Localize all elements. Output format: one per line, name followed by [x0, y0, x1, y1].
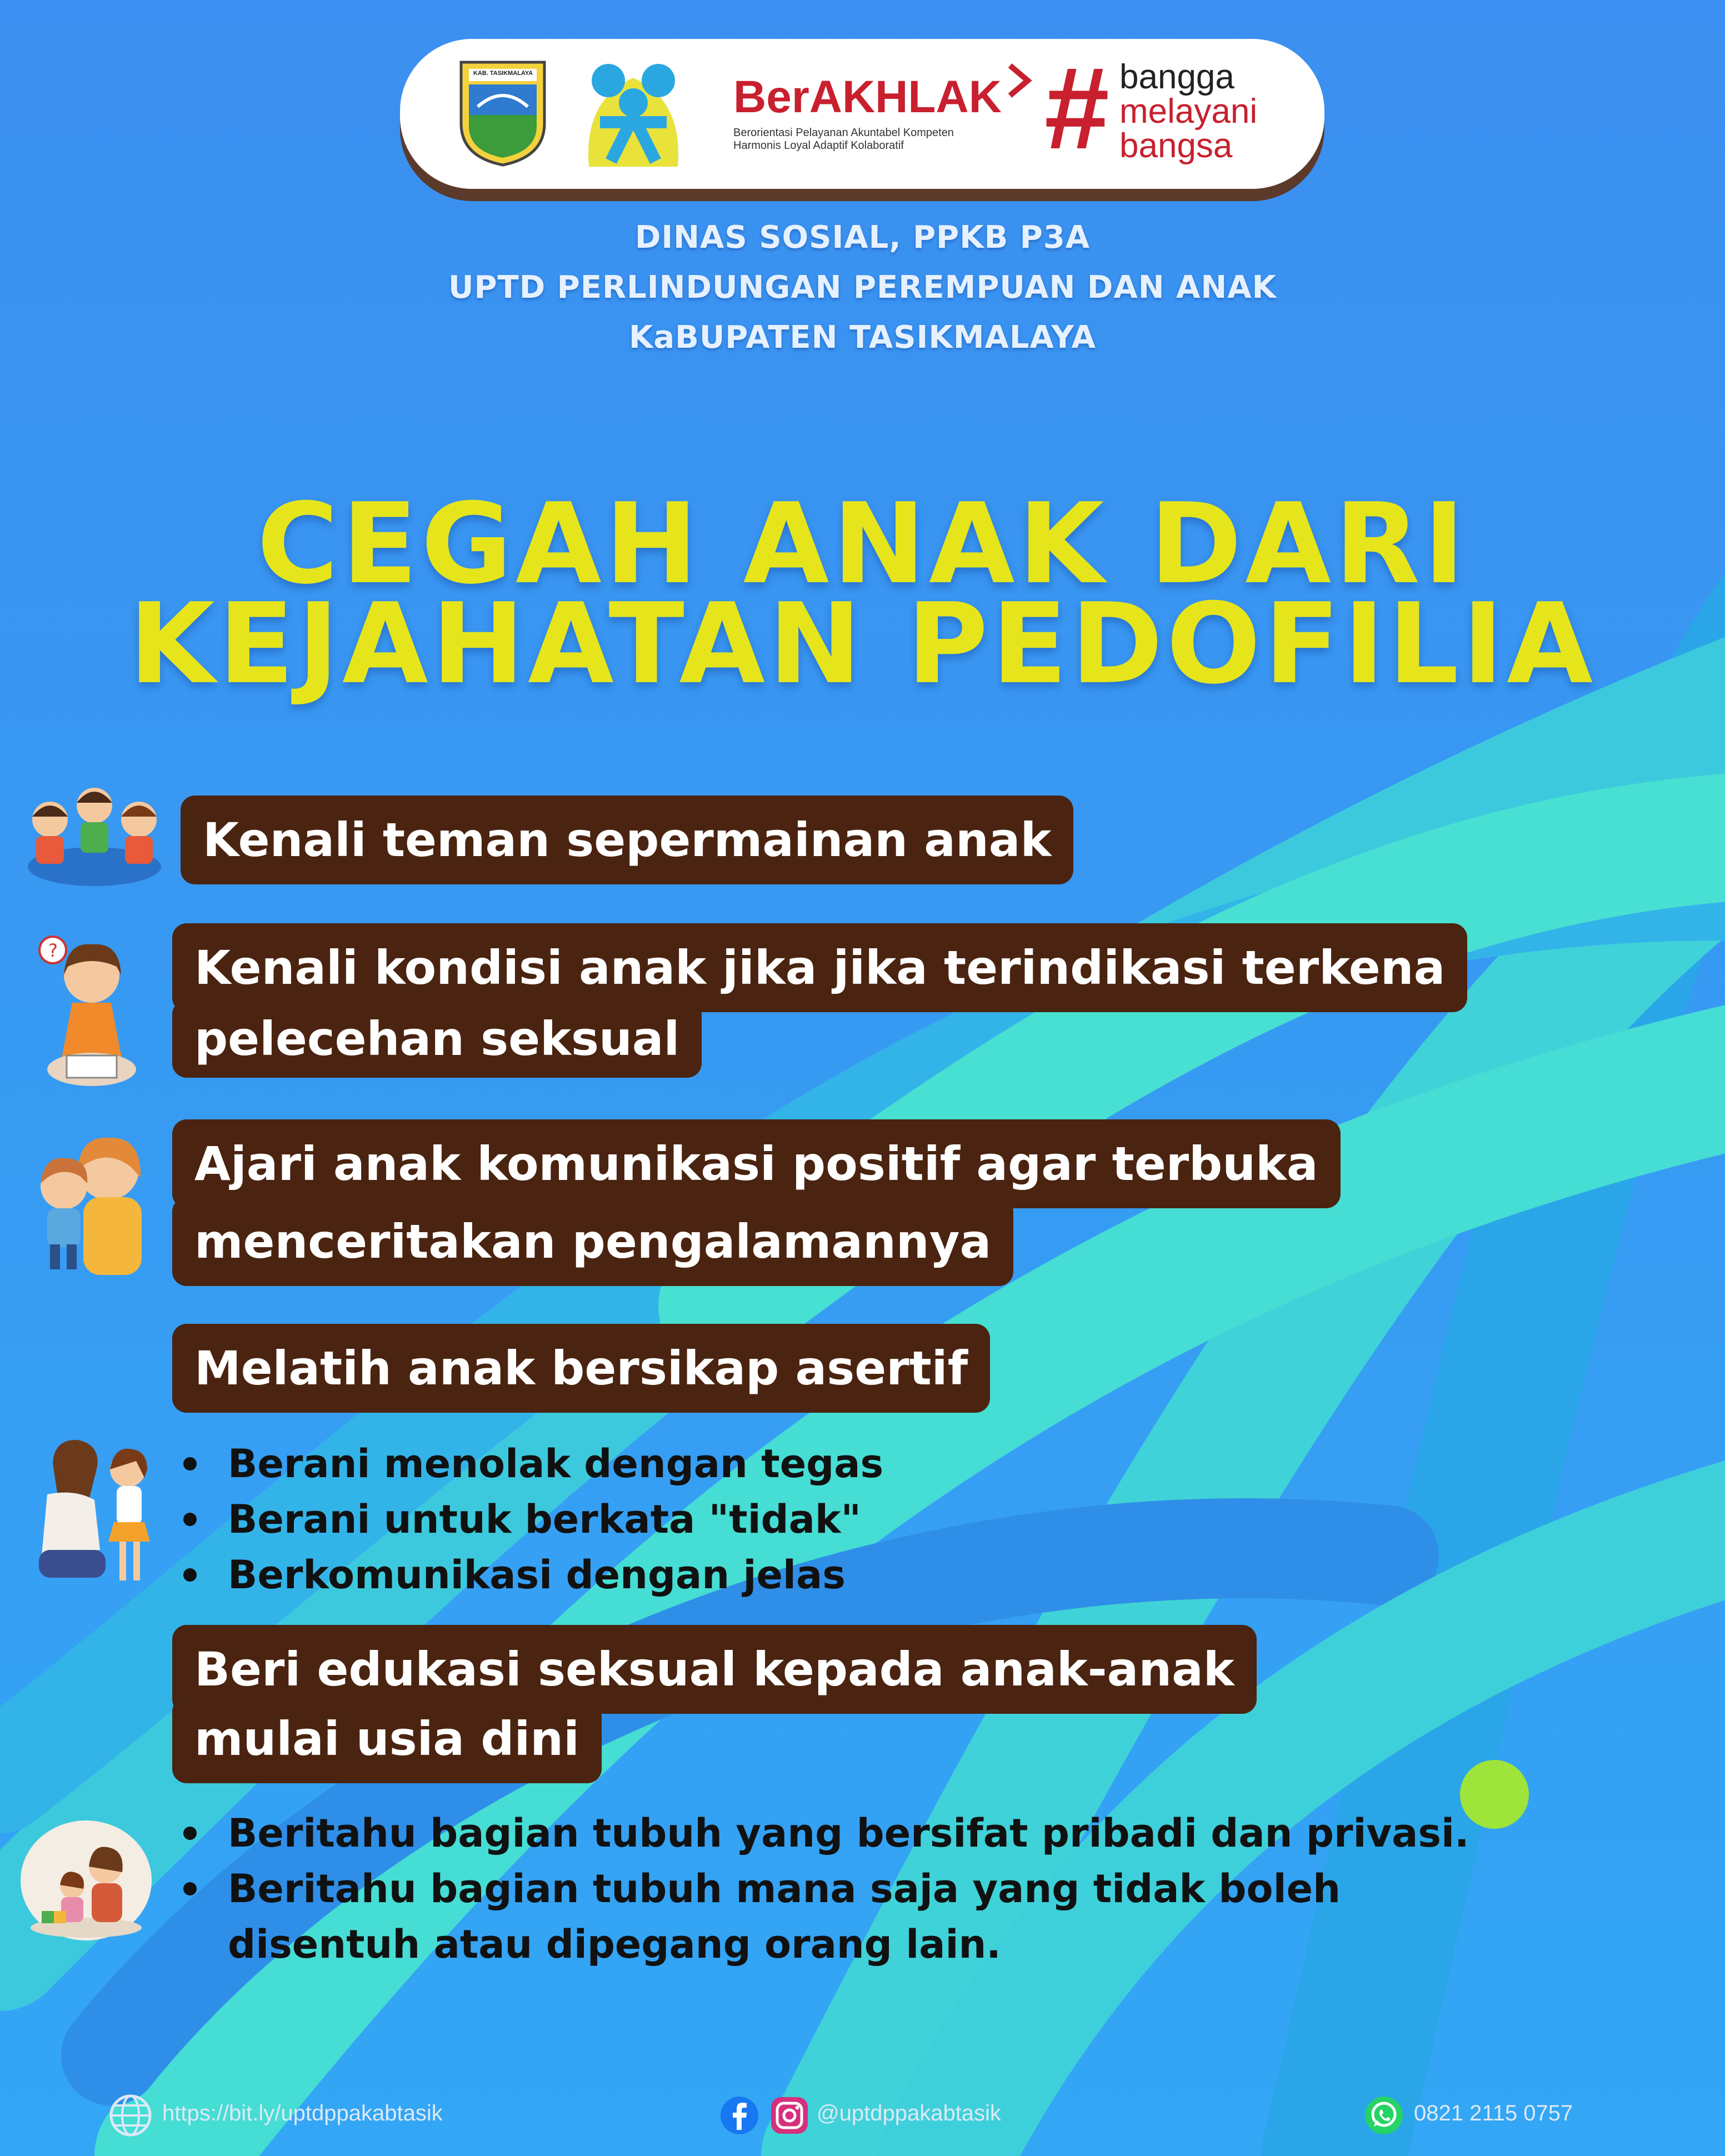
tip-5-bullet: Beritahu bagian tubuh mana saja yang tidak boleh [183, 1861, 1469, 1917]
mother-daughter-illustration [31, 1439, 158, 1586]
bangga-word: bangga [1119, 58, 1234, 96]
tip-5-bullet-list [183, 1805, 1469, 1972]
bangga-melayani-logo [1044, 43, 1300, 173]
tip-3-label-line-1: Ajari anak komunikasi positif agar terbuka [172, 1119, 1341, 1208]
melayani-word: melayani [1119, 92, 1258, 131]
whatsapp-icon[interactable] [1364, 2095, 1404, 2135]
tip-4-label: Melatih anak bersikap asertif [172, 1324, 990, 1413]
regency-crest-icon [456, 57, 550, 168]
berakhlak-line-1: Berorientasi Pelayanan Akuntabel Kompeten [733, 127, 954, 139]
tip-5-bullet: Beritahu bagian tubuh yang bersifat pribadi dan privasi. [183, 1805, 1469, 1861]
bangsa-word: bangsa [1119, 127, 1233, 165]
tip-2-label-line-1: Kenali kondisi anak jika jika terindikasi terkena [172, 923, 1467, 1012]
crest-caption: KAB. TASIKMALAYA [473, 70, 533, 77]
tip-3-label-line-2: menceritakan pengalamannya [172, 1197, 1013, 1286]
phone-number[interactable]: 0821 2115 0757 [1414, 2101, 1573, 2125]
title-line-1: CEGAH ANAK DARI [257, 479, 1468, 609]
tip-4-bullet: Berani menolak dengan tegas [183, 1436, 883, 1492]
facebook-icon[interactable] [719, 2095, 759, 2135]
tip-4-bullet-list [183, 1436, 883, 1603]
hashtag-glyph: # [1044, 43, 1109, 173]
org-line-3: KaBUPATEN TASIKMALAYA [628, 319, 1097, 356]
berakhlak-word: BerAKHLAK [733, 72, 1002, 122]
tip-2-label-line-2: pelecehan seksual [172, 1000, 702, 1078]
berakhlak-line-2: Harmonis Loyal Adaptif Kolaboratif [733, 139, 904, 152]
tip-1-label: Kenali teman sepermainan anak [181, 796, 1073, 884]
thinking-girl-illustration [33, 933, 139, 1094]
instagram-icon[interactable] [769, 2095, 809, 2135]
title-line-2: KEJAHATAN PEDOFILIA [128, 579, 1597, 709]
tip-5-label-line-2: mulai usia dini [172, 1697, 602, 1783]
globe-icon [108, 2093, 153, 2138]
org-line-2: UPTD PERLINDUNGAN PEREMPUAN DAN ANAK [448, 269, 1277, 306]
parent-child-talking-illustration [31, 1133, 147, 1278]
website-link[interactable]: https://bit.ly/uptdppakabtasik [162, 2101, 443, 2125]
family-learning-illustration [19, 1819, 153, 1944]
family-emblem-icon [578, 56, 689, 172]
org-line-1: DINAS SOSIAL, PPKB P3A [634, 219, 1091, 256]
svg-text:?: ? [48, 940, 58, 961]
kids-playing-illustration [25, 783, 164, 889]
logo-card [400, 39, 1324, 189]
chevron-right-icon [1006, 61, 1033, 100]
tip-4-bullet: Berkomunikasi dengan jelas [183, 1547, 883, 1603]
social-handle[interactable]: @uptdppakabtasik [817, 2101, 1001, 2125]
berakhlak-logo [733, 72, 1022, 172]
tip-5-label-line-1: Beri edukasi seksual kepada anak-anak [172, 1625, 1257, 1714]
tip-4-bullet: Berani untuk berkata "tidak" [183, 1492, 883, 1547]
tip-5-bullet-continuation: disentuh atau dipegang orang lain. [228, 1922, 1001, 1967]
